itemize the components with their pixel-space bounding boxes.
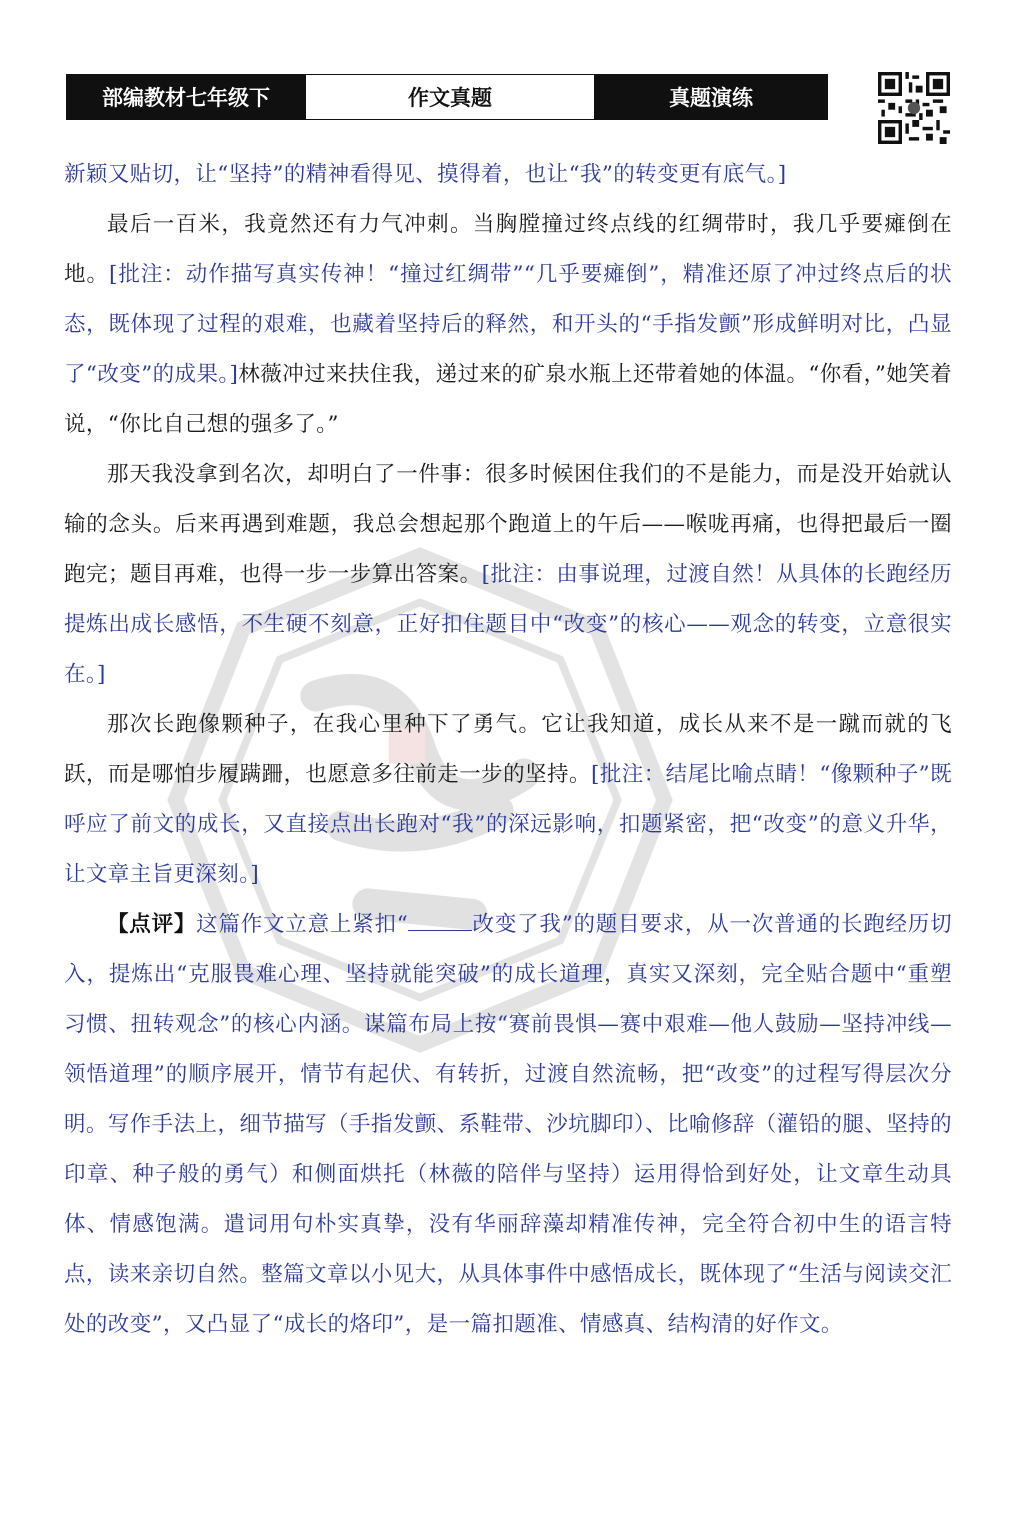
annotation-end: 新颖又贴切，让“坚持”的精神看得见、摸得着，也让“我”的转变更有底气。] [64,162,787,187]
review-paragraph [64,900,952,1350]
paragraph-conclusion [64,700,952,900]
annotation: [批注：动作描写真实传神！“撞过红绸带”“几乎要瘫倒”，精准还原了冲过终点后的状态，既体现了过程的艰难，也藏着坚持后的释然，和开头的“手指发颤”形成鲜明对比，凸显了“改变”的成果。] [64,262,952,387]
header-practice-label: 真题演练 [595,75,827,119]
annotation: [批注：由事说理，过渡自然！从具体的长跑经历提炼出成长感悟，不生硬不刻意，正好扣住题目中“改变”的核心——观念的转变，立意很实在。] [64,562,952,687]
paragraph-text: 最后一百米，我竟然还有力气冲刺。当胸膛撞过终点线的红绸带时，我几乎要瘫倒在地。 [64,212,952,287]
paragraph-text: 林薇冲过来扶住我，递过来的矿泉水瓶上还带着她的体温。“你看，”她笑着说，“你比自己想的强多了。” [64,362,952,437]
header-section-title: 作文真题 [305,75,595,119]
article-body [64,150,952,1350]
title-blank [408,910,472,931]
header-bar [66,74,828,120]
review-text: 改变了我”的题目要求，从一次普通的长跑经历切入，提炼出“克服畏难心理、坚持就能突破”的成长道理，真实又深刻，完全贴合题中“重塑习惯、扭转观念”的核心内涵。谋篇布局上按“赛前畏惧—赛中艰难—他人鼓励—坚持冲线—领悟道理”的顺序展开，情节有起伏、有转折，过渡自然流畅，把“改变”的过程写得层次分明。写作手法上，细节描写（手指发颤、系鞋带、沙坑脚印）、比喻修辞（灌铅的腿、坚持的印章、种子般的勇气）和侧面烘托（林薇的陪伴与坚持）运用得恰到好处，让文章生动具体、情感饱满。遣词用句朴实真挚，没有华丽辞藻却精准传神，完全符合初中生的语言特点，读来亲切自然。整篇文章以小见大，从具体事件中感悟成长，既体现了“生活与阅读交汇处的改变”，又凸显了“成长的烙印”，是一篇扣题准、情感真、结构清的好作文。 [64,912,952,1337]
paragraph-text: 那天我没拿到名次，却明白了一件事：很多时候困住我们的不是能力，而是没开始就认输的念头。后来再遇到难题，我总会想起那个跑道上的午后——喉咙再痛，也得把最后一圈跑完；题目再难，也得一步一步算出答案。 [64,462,952,587]
review-text: 这篇作文立意上紧扣“ [196,912,409,937]
header-grade-label: 部编教材七年级下 [67,75,305,119]
paragraph-continuation [64,150,952,200]
annotation: [批注：结尾比喻点睛！“像颗种子”既呼应了前文的成长，又直接点出长跑对“我”的深远影响，扣题紧密，把“改变”的意义升华，让文章主旨更深刻。] [64,762,953,887]
qr-code-icon [878,72,950,144]
paragraph-text: 那次长跑像颗种子，在我心里种下了勇气。它让我知道，成长从来不是一蹴而就的飞跃，而是哪怕步履蹒跚，也愿意多往前走一步的坚持。 [64,712,952,787]
review-tag: 【点评】 [107,912,197,937]
paragraph-lesson [64,450,952,700]
paragraph-finish-line [64,200,952,450]
